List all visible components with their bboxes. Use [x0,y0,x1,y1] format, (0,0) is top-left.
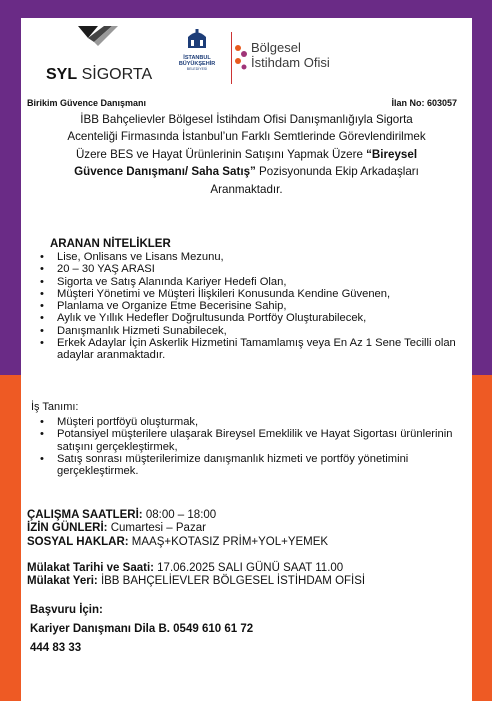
requirement-item: • Müşteri Yönetimi ve Müşteri İlişkileri Konusunda Kendine Güvenen, [36,288,456,300]
job-description-label: İş Tanımı: [31,401,79,413]
job-item: • Satış sonrası müşterilerimize danışmanlık hizmeti ve portföy yönetimini gerçekleştirmek. [36,453,456,478]
apply-contact: Kariyer Danışmanı Dila B. 0549 610 61 72 [30,623,254,635]
working-hours-value: 08:00 – 18:00 [142,509,217,521]
requirement-item: • Sigorta ve Satış Alanında Kariyer Hedefi Olan, [36,276,456,288]
days-off-label: İZİN GÜNLERİ: [27,522,108,534]
benefits-value: MAAŞ+KOTASIZ PRİM+YOL+YEMEK [128,536,329,548]
position-title: Birikim Güvence Danışmanı [27,98,147,108]
interview-place-label: Mülakat Yeri: [27,575,98,587]
job-item: • Potansiyel müşterilere ulaşarak Bireysel Emeklilik ve Hayat Sigortası ürünlerinin satışını gerçekleştirmek, [36,428,456,453]
requirement-item: • Aylık ve Yıllık Hedefler Doğrultusunda Portföy Oluşturabilecek, [36,312,456,324]
requirement-item: • Erkek Adaylar İçin Askerlik Hizmetini Tamamlamış veya En Az 1 Sene Tecilli olan adaylar aranmaktadır. [36,337,456,362]
requirements-heading: ARANAN NİTELİKLER [50,238,171,250]
intro-bold: Güvence Danışmanı/ Saha Satış” [74,165,256,179]
ad-number: İlan No: 603057 [391,98,457,108]
interview-date-value: 17.06.2025 SALI GÜNÜ SAAT 11.00 [153,562,344,574]
syl-brand: SYL [46,66,78,83]
intro-line: İBB Bahçelievler Bölgesel İstihdam Ofisi Danışmanlığıyla Sigorta [80,113,413,126]
requirement-item: • Lise, Onlisans ve Lisans Mezunu, [36,251,456,263]
logo-bar [21,18,472,96]
apply-label: Başvuru İçin: [30,604,103,616]
ibb-line2: BÜYÜKŞEHİR [178,61,216,67]
apply-phone: 444 83 33 [30,642,82,654]
requirement-item: • 20 – 30 YAŞ ARASI [36,263,456,275]
job-description-list [36,416,456,477]
intro-line: Aranmaktadır. [210,182,283,196]
intro-line [21,163,472,180]
working-hours-label: ÇALIŞMA SAATLERİ: [27,509,143,521]
ibb-line3: BELEDİYESİ [186,67,208,71]
interview-place [27,575,365,587]
days-off-value: Cumartesi – Pazar [107,522,206,534]
days-off [27,522,206,534]
working-hours [27,509,216,521]
intro-text-part: Üzere BES ve Hayat Ürünlerinin Satışını Yapmak Üzere [75,147,367,161]
requirements-list [36,251,456,362]
requirement-item: • Danışmanlık Hizmeti Sunabilecek, [36,325,456,337]
ibb-emblem-icon [186,28,208,50]
benefits-label: SOSYAL HAKLAR: [27,536,129,548]
intro-line: Acenteliği Firmasında İstanbul’un Farklı Semtlerinde Görevlendirilmek [67,130,426,144]
benefits [27,536,328,548]
bio-line2: İstihdam Ofisi [251,55,330,70]
interview-date [27,562,343,574]
sigorta-brand: SİGORTA [81,66,153,83]
intro-line [21,146,472,163]
bio-people-icon [233,42,249,70]
requirement-item: • Planlama ve Organize Etme Becerisine Sahip, [36,300,456,312]
ibb-logo [172,28,222,71]
bio-line1: Bölgesel [251,40,301,55]
job-item: • Müşteri portföyü oluşturmak, [36,416,456,428]
intro-bold: “Bireysel [366,147,418,161]
logo-divider [231,32,232,84]
ibb-line1: İSTANBUL [183,55,211,61]
intro-text [21,111,472,198]
interview-place-value: İBB BAHÇELİEVLER BÖLGESEL İSTİHDAM OFİSİ [97,575,366,587]
job-ad-card [21,18,472,701]
interview-date-label: Mülakat Tarihi ve Saati: [27,562,154,574]
syl-arrow-icon [72,24,120,50]
intro-text-part: Pozisyonunda Ekip Arkadaşları [255,165,419,179]
